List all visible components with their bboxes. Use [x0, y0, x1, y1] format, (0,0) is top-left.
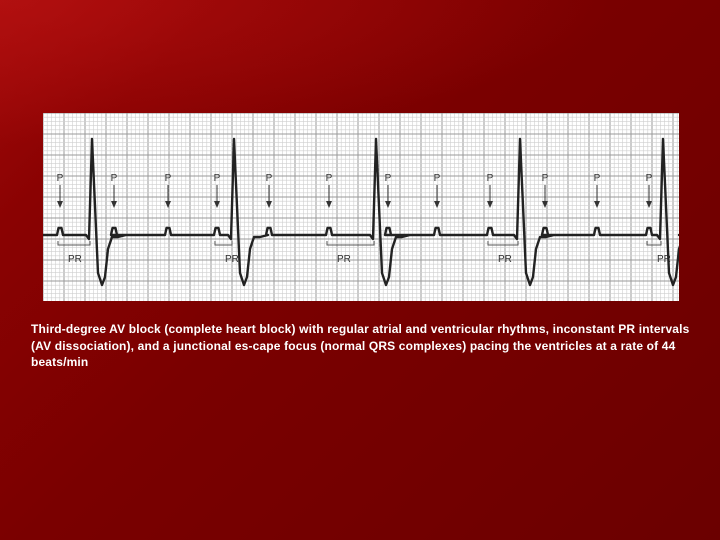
p-wave-label: P — [433, 173, 441, 184]
p-arrow-head — [326, 201, 332, 208]
p-arrow-head — [266, 201, 272, 208]
pr-interval-label: PR — [657, 254, 671, 265]
p-wave-label: P — [164, 173, 172, 184]
p-arrow-head — [57, 201, 63, 208]
ecg-svg — [43, 113, 679, 301]
ecg-trace — [43, 139, 679, 285]
p-wave-label: P — [325, 173, 333, 184]
p-arrow-head — [385, 201, 391, 208]
ecg-grid — [43, 113, 679, 301]
p-wave-label: P — [541, 173, 549, 184]
p-wave-label: P — [213, 173, 221, 184]
figure-caption: Third-degree AV block (complete heart block) with regular atrial and ventricular rhythms, inconstant PR intervals (AV dissociation), and a junctional es-cape focus (normal QRS complexes) pacing the ventricles at a rate of 44 beats/min — [31, 322, 690, 369]
p-arrow-head — [646, 201, 652, 208]
p-arrow-head — [111, 201, 117, 208]
pr-interval-label: PR — [68, 254, 82, 265]
p-arrow-head — [434, 201, 440, 208]
p-wave-label: P — [384, 173, 392, 184]
ecg-strip — [43, 113, 679, 301]
ecg-annotations — [57, 173, 671, 265]
p-wave-label: P — [486, 173, 494, 184]
p-wave-label: P — [645, 173, 653, 184]
p-arrow-head — [165, 201, 171, 208]
p-wave-label: P — [593, 173, 601, 184]
pr-interval-label: PR — [337, 254, 351, 265]
pr-interval-label: PR — [498, 254, 512, 265]
pr-interval-label: PR — [225, 254, 239, 265]
p-arrow-head — [594, 201, 600, 208]
p-wave-label: P — [265, 173, 273, 184]
p-wave-label: P — [110, 173, 118, 184]
p-wave-label: P — [56, 173, 64, 184]
